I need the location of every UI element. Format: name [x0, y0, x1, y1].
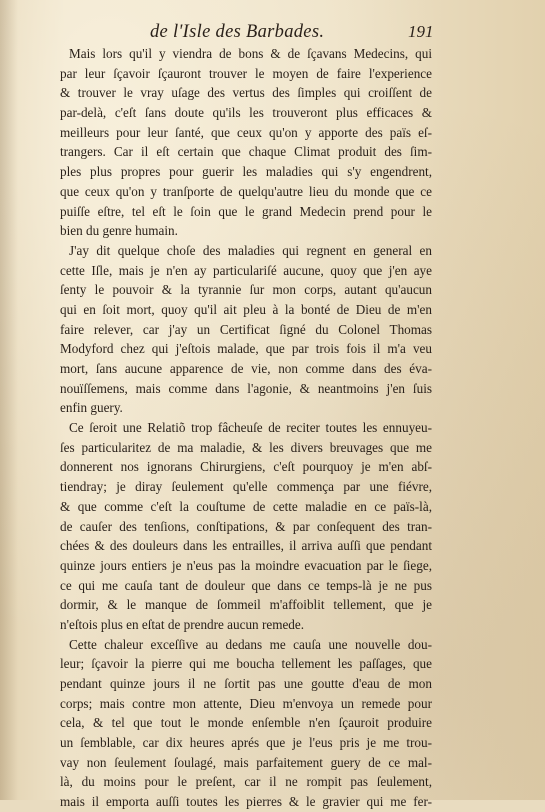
text-line: mais il emporta auſſi toutes les pierres & le gravier qui me fer-: [60, 794, 432, 810]
text-line: ce qui me cauſa tant de douleur que dans ce temps-là je ne pus: [60, 577, 432, 593]
text-line: quinze jours entiers je n'eus pas la moindre evacuation par le ſiege,: [60, 557, 432, 573]
text-line: chées & des douleurs dans les entrailles, il arriva auſſi que pendant: [60, 538, 432, 554]
text-line: mort, ſans aucune apparence de vie, non comme dans des éva-: [60, 361, 432, 376]
text-line: nouïſſemens, mais comme dans l'agonie, & neantmoins j'en ſuis: [60, 380, 432, 396]
text-line: cette Iſle, mais je n'en ay particulariſé aucune, quoy que j'en aye: [60, 262, 432, 278]
text-line: un ſemblable, car dix heures aprés que je l'eus pris je me trou-: [60, 735, 432, 751]
page-header: [150, 22, 432, 44]
text-line: leur; ſçavoir la pierre qui me boucha tellement les paſſages, que: [60, 656, 432, 672]
text-line: enfin guery.: [60, 400, 123, 416]
text-line: Modyford chez qui j'eſtois malade, que par trois fois il m'a veu: [60, 341, 432, 357]
text-line: dormir, & le manque de ſommeil m'affoiblit tellement, que je: [60, 597, 432, 613]
text-line: faire relever, car j'ay un Certificat ſigné du Colonel Thomas: [60, 321, 432, 337]
text-line: vay non ſeulement ſoulagé, mais parfaitement guery de ce mal-: [60, 754, 432, 770]
running-title: de l'Isle des Barbades.: [150, 22, 325, 42]
text-line: ſes particularitez de ma maladie, & les divers breuvages que me: [60, 439, 432, 455]
text-line: & que comme c'eſt la couſtume de cette maladie en ce païs-là,: [60, 498, 432, 514]
text-line: là, du moins pour le preſent, car il ne rompit pas ſeulement,: [60, 774, 432, 790]
text-line: par leur ſçavoir ſçauront trouver le moyen de faire l'experience: [60, 65, 432, 81]
text-line: cela, & tel que tout le monde enſemble n'en ſçauroit produire: [60, 715, 432, 731]
text-line: corps; mais contre mon attente, Dieu m'envoya un remede pour: [60, 695, 432, 711]
text-line: de cauſer des tenſions, conſtipations, & par conſequent des tran-: [60, 518, 432, 534]
text-line: & trouver le vray uſage des vertus des ſimples qui croiſſent de: [60, 85, 432, 101]
text-line: Mais lors qu'il y viendra de bons & de ſçavans Medecins, qui: [69, 46, 432, 61]
text-line: bien du genre humain.: [60, 223, 178, 239]
body-text: [60, 44, 432, 812]
page-number: 191: [408, 22, 434, 41]
text-line: J'ay dit quelque choſe des maladies qui regnent en general en: [69, 242, 432, 258]
text-line: trangers. Car il eſt certain que chaque Climat produit des ſim-: [60, 144, 432, 160]
gutter-shadow: [0, 0, 18, 800]
text-line: qui en ſoit mort, quoy qu'il ait pleu à la bonté de Dieu de m'en: [60, 301, 432, 317]
text-line: ples plus propres pour guerir les maladies qui s'y engendrent,: [60, 164, 432, 180]
text-line: que ceux qu'on y tranſporte de quelqu'autre lieu du monde que ce: [60, 183, 432, 199]
text-line: ſenty le pouvoir & la tyrannie ſur mon corps, autant qu'aucun: [60, 282, 432, 298]
text-line: tiendray; je diray ſeulement qu'elle commença par une fiévre,: [60, 479, 432, 495]
text-line: Ce ſeroit une Relatiõ trop fâcheuſe de reciter toutes les ennuyeu-: [69, 420, 432, 436]
text-line: puiſſe eſtre, tel eſt le ſoin que le grand Medecin prend pour le: [60, 203, 432, 219]
text-line: pendant quinze jours il ne ſortit pas une goutte d'eau de mon: [60, 676, 432, 691]
text-line: par-delà, c'eſt ſans doute qu'ils les trouveront plus efficaces &: [60, 105, 432, 121]
text-line: Cette chaleur exceſſive au dedans me cauſa une nouvelle dou-: [69, 636, 432, 652]
text-line: n'eſtois plus en eſtat de prendre aucun remede.: [60, 616, 305, 632]
text-line: meilleurs pour leur ſanté, que ceux qu'on y apporte des païs eſ-: [60, 124, 432, 140]
text-line: donnerent nos ignorans Chirurgiens, c'eſt pourquoy je m'en abſ-: [60, 459, 432, 475]
